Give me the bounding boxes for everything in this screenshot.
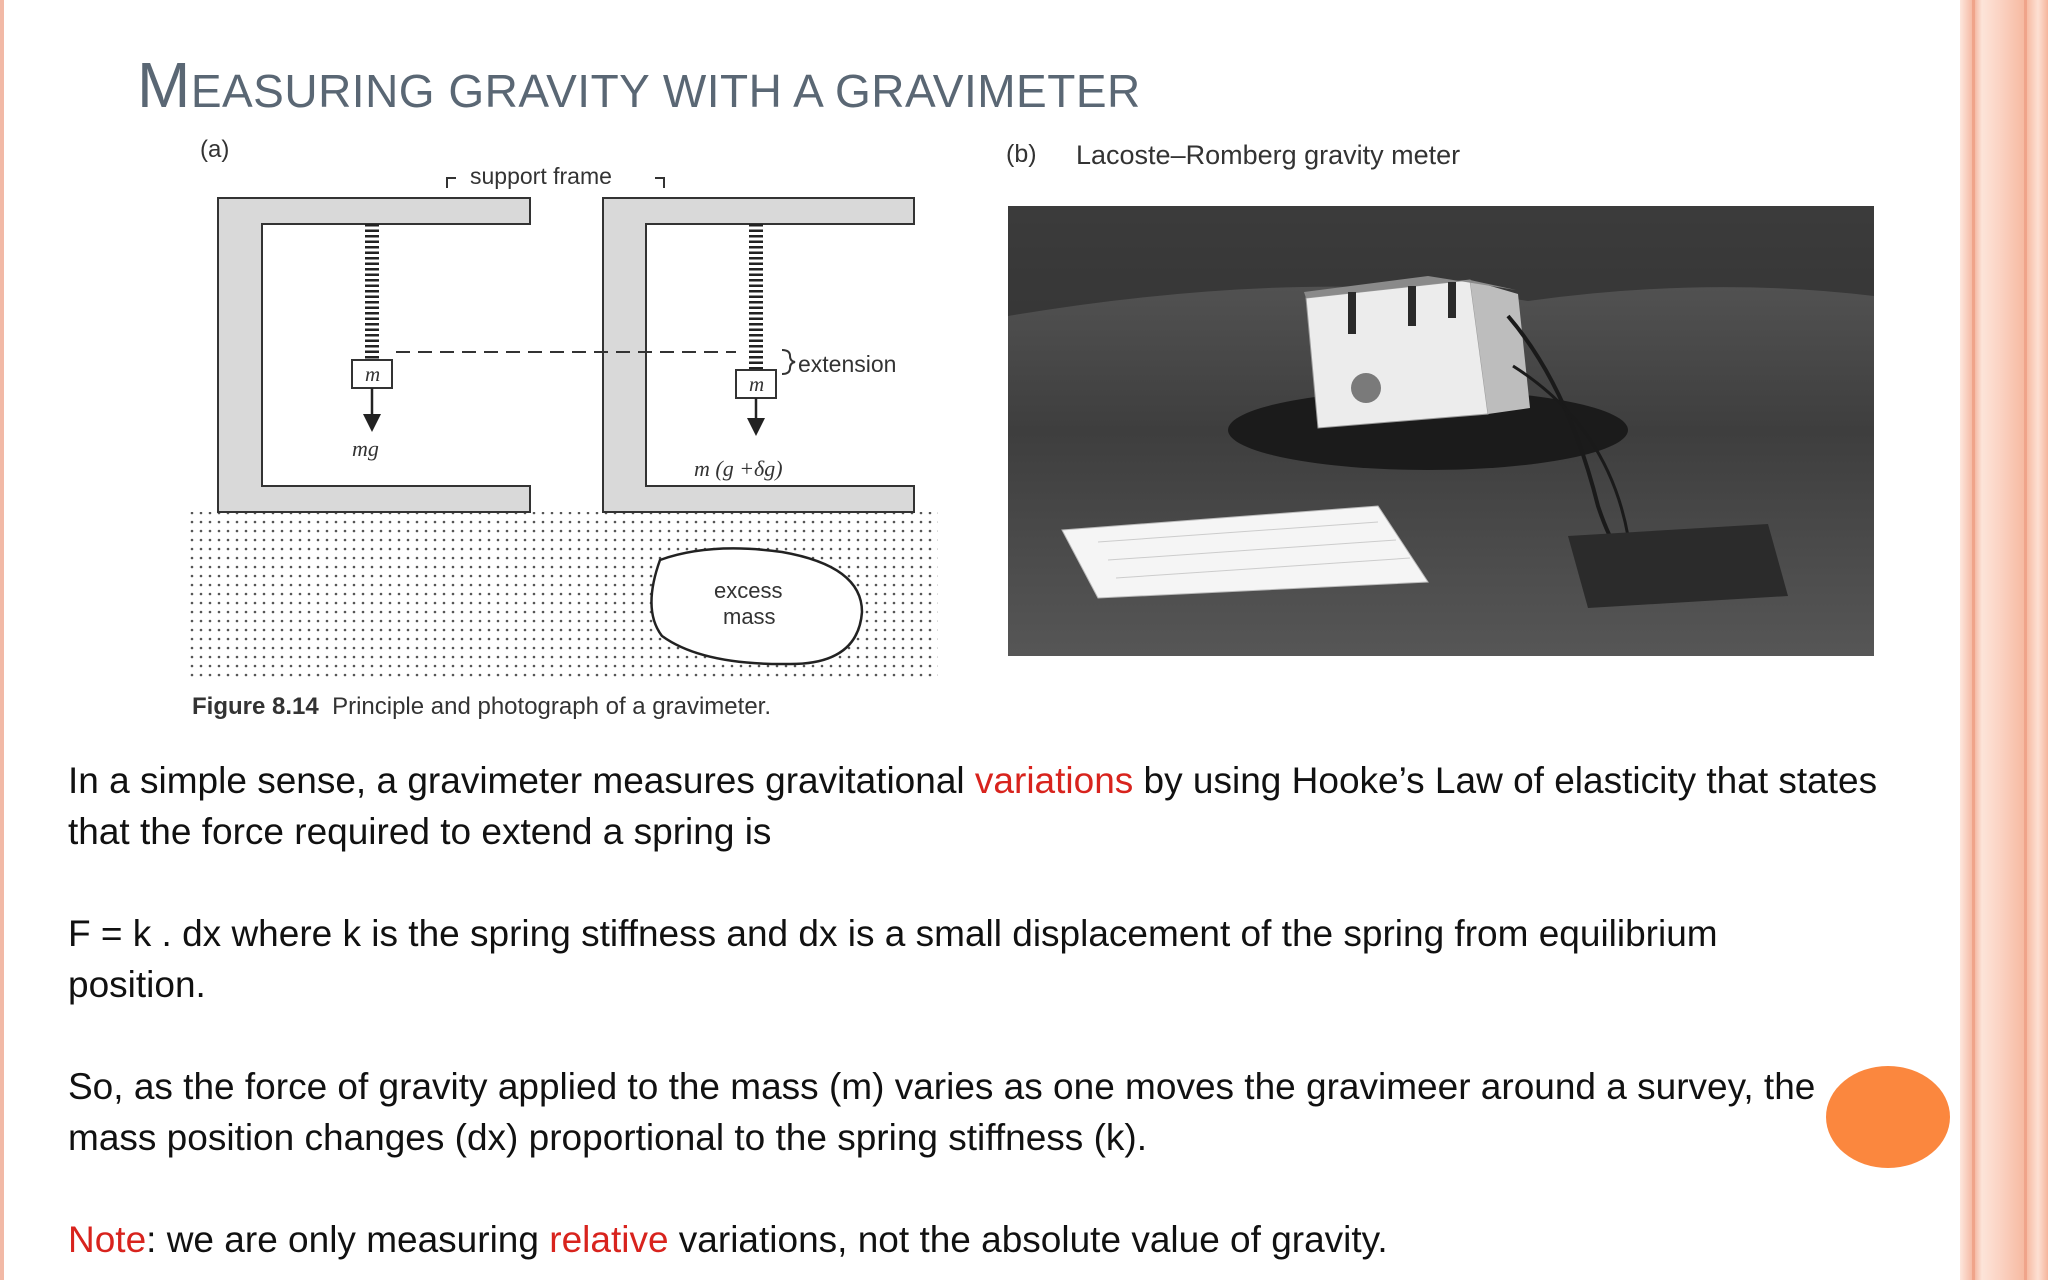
mass-label-left: m bbox=[365, 362, 381, 386]
text-run: In a simple sense, a gravimeter measures gravitational bbox=[68, 760, 975, 801]
slide-title bbox=[137, 48, 1141, 122]
title-initial: M bbox=[137, 49, 191, 121]
highlight-variations: variations bbox=[974, 760, 1134, 801]
slide-frame-left bbox=[0, 0, 4, 1280]
support-frame-label: support frame bbox=[470, 163, 612, 189]
slide-frame-right bbox=[1960, 0, 2048, 1280]
arrowhead-left bbox=[363, 414, 381, 432]
gravity-meter-photo bbox=[1008, 206, 1874, 656]
pointer-marker bbox=[1826, 1066, 1950, 1168]
extension-brace bbox=[782, 350, 795, 374]
paragraph-1-line-1 bbox=[68, 755, 1877, 806]
gravimeter-principle-diagram bbox=[190, 160, 950, 680]
paragraph-2-line-2: position. bbox=[68, 964, 206, 1005]
panel-b-marker: (b) bbox=[1006, 140, 1037, 168]
panel-a-label: (a) bbox=[200, 136, 230, 163]
frame-stripe bbox=[2024, 0, 2027, 1280]
arrowhead-right bbox=[747, 418, 765, 436]
paragraph-1-line-2: that the force required to extend a spring is bbox=[68, 811, 772, 852]
title-rest: EASURING GRAVITY WITH A GRAVIMETER bbox=[190, 65, 1141, 117]
caption-number: Figure 8.14 bbox=[192, 693, 319, 720]
caption-text: Principle and photograph of a gravimeter. bbox=[332, 693, 771, 720]
panel-b-title: Lacoste–Romberg gravity meter bbox=[1076, 140, 1461, 170]
note-line bbox=[68, 1214, 1388, 1265]
weight-plus-label: m (g +δg) bbox=[694, 456, 783, 481]
extension-label: extension bbox=[798, 351, 897, 377]
text-run: variations, not the absolute value of gravity. bbox=[668, 1219, 1388, 1260]
paragraph-2-line-1: F = k . dx where k is the spring stiffness and dx is a small displacement of the spring from equilibrium bbox=[68, 913, 1718, 954]
weight-label: mg bbox=[352, 436, 379, 461]
text-run: : we are only measuring bbox=[146, 1219, 550, 1260]
note-label: Note bbox=[68, 1219, 147, 1260]
meter-dial bbox=[1351, 373, 1381, 403]
meter-clip-3 bbox=[1448, 282, 1456, 318]
paragraph-3-line-2: mass position changes (dx) proportional to the spring stiffness (k). bbox=[68, 1117, 1147, 1158]
mass-label: mass bbox=[723, 604, 776, 629]
battery-box bbox=[1568, 524, 1788, 608]
highlight-relative: relative bbox=[549, 1219, 669, 1260]
mass-label-right: m bbox=[749, 372, 765, 396]
frame-stripe bbox=[1972, 0, 1975, 1280]
support-frame-left bbox=[218, 198, 530, 512]
excess-label: excess bbox=[714, 578, 783, 603]
paragraph-3-line-1: So, as the force of gravity applied to the mass (m) varies as one moves the gravimeer around a survey, the bbox=[68, 1066, 1816, 1107]
meter-clip-1 bbox=[1348, 292, 1356, 334]
figure-caption bbox=[192, 693, 771, 721]
meter-box-front bbox=[1306, 280, 1488, 428]
meter-clip-2 bbox=[1408, 286, 1416, 326]
text-run: by using Hooke’s Law of elasticity that states bbox=[1133, 760, 1878, 801]
